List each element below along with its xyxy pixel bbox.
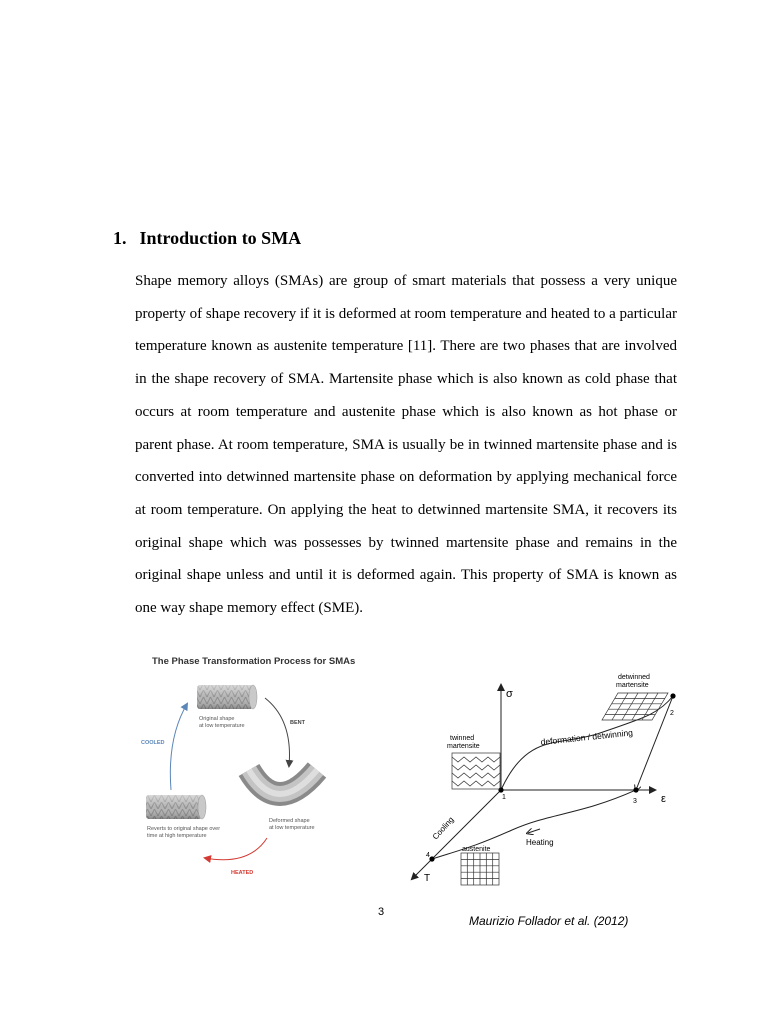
section-title: Introduction to SMA	[139, 228, 302, 248]
deformed-rod	[249, 770, 317, 794]
bent-label: BENT	[290, 720, 305, 726]
twinned-label-line1: twinned	[450, 735, 475, 742]
detwinned-label-line2: martensite	[616, 682, 649, 689]
cooling-label: Cooling	[430, 815, 456, 842]
point-2-marker	[670, 693, 675, 698]
deformation-label: deformation / detwinning	[540, 727, 634, 747]
cooled-arrow	[170, 704, 187, 790]
original-label-line2: at low temperature	[199, 723, 245, 729]
austenite-label: austenite	[462, 846, 491, 853]
point-2-label: 2	[670, 710, 674, 717]
phase-transformation-figure	[137, 648, 367, 888]
unloading-line	[636, 696, 673, 790]
page-number: 3	[378, 906, 385, 918]
body-paragraph: Shape memory alloys (SMAs) are group of smart materials that possess a very unique property of shape recovery if it is deformed at room temperature and heated to a particular temperature known as austenite temperature [11]. There are two phases that are involved in the shape recovery of SMA. Martensite phase which is also known as cold phase that occurs at room temperature and austenite phase which is also known as hot phase or parent phase. At room temperature, SMA is usually be in twinned martensite phase and is converted into detwinned martensite phase on deformation by applying mechanical force at room temperature. On applying the heat to detwinned martensite SMA, it recovers its original shape which was possesses by twinned martensite phase and remains in the original shape unless and until it is deformed again. This property of SMA is known as one way shape memory effect (SME).	[135, 273, 677, 617]
reverted-rod	[146, 795, 206, 819]
detwinned-lattice	[602, 693, 668, 720]
twinned-lattice	[452, 753, 500, 789]
point-4-label: 4	[426, 852, 430, 859]
detwinned-label-line1: detwinned	[618, 674, 650, 681]
section-number: 1.	[113, 228, 127, 248]
stress-strain-temperature-figure	[400, 665, 690, 890]
point-1-marker	[498, 787, 503, 792]
point-3-marker	[633, 787, 638, 792]
deformation-curve	[501, 696, 673, 790]
epsilon-label: ε	[661, 793, 666, 805]
heating-label: Heating	[526, 838, 554, 847]
temperature-label: T	[424, 873, 431, 884]
point-1-label: 1	[502, 794, 506, 801]
figure-citation: Maurizio Follador et al. (2012)	[469, 914, 629, 928]
twinned-label-line2: martensite	[447, 743, 480, 750]
reverts-label-line2: time at high temperature	[147, 833, 207, 839]
reverts-label-line1: Reverts to original shape over	[147, 826, 221, 832]
cooled-label: COOLED	[141, 740, 165, 746]
deformed-label-line2: at low temperature	[269, 825, 315, 831]
heated-label: HEATED	[231, 870, 254, 876]
original-label-line1: Original shape	[199, 716, 235, 722]
point-4-marker	[429, 856, 434, 861]
heated-arrow	[205, 838, 267, 860]
original-rod	[197, 685, 257, 709]
deformed-label-line1: Deformed shape	[269, 818, 310, 824]
heating-arrowhead	[528, 829, 540, 833]
point-3-label: 3	[633, 798, 637, 805]
bent-arrow	[265, 698, 290, 766]
sigma-label: σ	[506, 688, 513, 700]
figure-left-title: The Phase Transformation Process for SMAs	[152, 656, 356, 667]
section-heading	[113, 228, 301, 249]
austenite-lattice	[461, 853, 499, 885]
